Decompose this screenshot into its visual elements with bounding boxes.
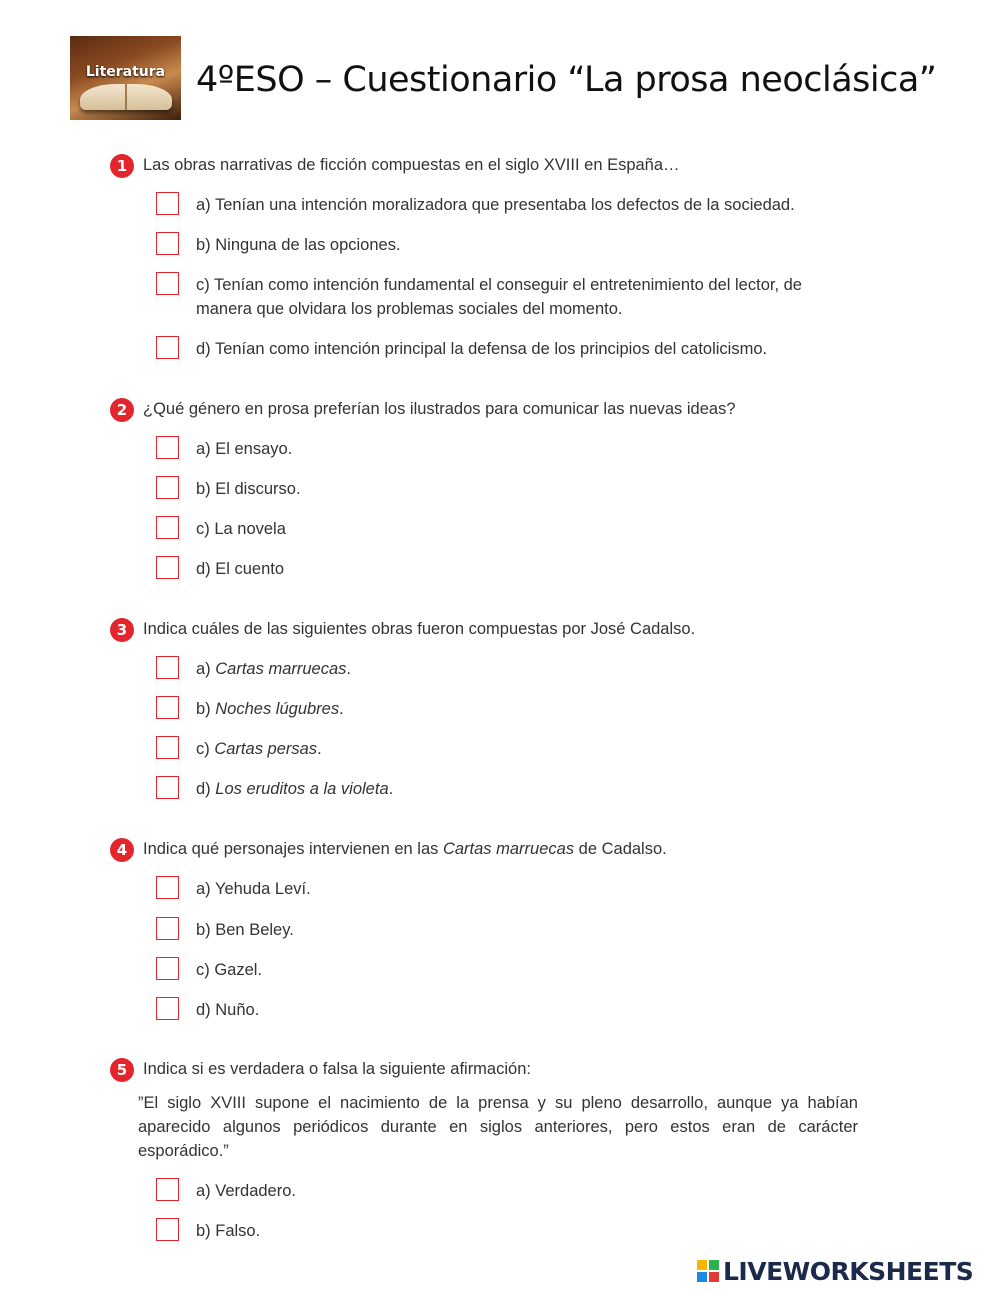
live-tiles-icon [697, 1260, 719, 1282]
question-text: ¿Qué género en prosa preferían los ilustrados para comunicar las nuevas ideas? [143, 400, 736, 418]
option-label: c) Gazel. [196, 961, 263, 979]
checkbox[interactable] [156, 1218, 179, 1241]
option-label: a) El ensayo. [196, 440, 293, 458]
checkbox[interactable] [156, 232, 179, 255]
option-label: b) Ben Beley. [196, 921, 294, 939]
checkbox[interactable] [156, 272, 179, 295]
work-title: Los eruditos a la violeta [215, 780, 389, 798]
work-title: Noches lúgubres [215, 700, 340, 718]
option-label: a) Verdadero. [196, 1182, 296, 1200]
tile-e [709, 1272, 719, 1282]
liveworksheets-logo[interactable] [697, 1256, 973, 1286]
book-spine [125, 84, 127, 110]
checkbox[interactable] [156, 556, 179, 579]
checkbox[interactable] [156, 917, 179, 940]
option-label: d) Nuño. [196, 1001, 260, 1019]
option-label: d) El cuento [196, 560, 285, 578]
option-label: d) Los eruditos a la violeta. [196, 780, 394, 798]
checkbox[interactable] [156, 876, 179, 899]
question-text: Las obras narrativas de ficción compuestas en el siglo XVIII en España… [143, 156, 680, 174]
work-title: Cartas marruecas [215, 660, 347, 678]
option-label: c) La novela [196, 520, 286, 538]
checkbox[interactable] [156, 192, 179, 215]
quoted-statement: ”El siglo XVIII supone el nacimiento de la prensa y su pleno desarrollo, aunque ya habían aparecido algunos periódicos durante en siglos anteriores, pero estos eran de carácter esporádico.” [138, 1094, 858, 1160]
question-text: Indica cuáles de las siguientes obras fueron compuestas por José Cadalso. [143, 620, 696, 638]
logo-text: Literatura [85, 64, 166, 80]
checkbox[interactable] [156, 436, 179, 459]
question-number-badge: 1 [110, 154, 134, 178]
tile-l [697, 1260, 707, 1270]
question-number-badge: 3 [110, 618, 134, 642]
literatura-logo [70, 36, 181, 120]
question-number-badge: 4 [110, 838, 134, 862]
checkbox[interactable] [156, 656, 179, 679]
option-label: b) Noches lúgubres. [196, 700, 344, 718]
option-label: b) Falso. [196, 1222, 261, 1240]
question-5 [110, 1058, 870, 1082]
brand-name: LIVEWORKSHEETS [723, 1256, 974, 1286]
option-label: c) Tenían como intención fundamental el conseguir el entretenimiento del lector, de manera que olvidara los problemas sociales del momento. [196, 276, 802, 318]
checkbox[interactable] [156, 1178, 179, 1201]
question-2 [110, 398, 870, 578]
option-label: a) Tenían una intención moralizadora que presentaba los defectos de la sociedad. [196, 196, 795, 214]
checkbox[interactable] [156, 516, 179, 539]
option-label: a) Yehuda Leví. [196, 880, 311, 898]
question-number-badge: 2 [110, 398, 134, 422]
question-number-badge: 5 [110, 1058, 134, 1082]
checkbox[interactable] [156, 336, 179, 359]
question-1 [110, 154, 870, 358]
tile-i [709, 1260, 719, 1270]
option-label: d) Tenían como intención principal la defensa de los principios del catolicismo. [196, 340, 768, 358]
question-text: Indica si es verdadera o falsa la siguiente afirmación: [143, 1060, 531, 1078]
question-3 [110, 618, 870, 798]
checkbox[interactable] [156, 696, 179, 719]
checkbox[interactable] [156, 476, 179, 499]
question-text: Indica qué personajes intervienen en las Cartas marruecas de Cadalso. [143, 840, 667, 858]
checkbox[interactable] [156, 736, 179, 759]
option-label: a) Cartas marruecas. [196, 660, 351, 678]
work-title: Cartas persas [214, 740, 318, 758]
checkbox[interactable] [156, 776, 179, 799]
option-label: c) Cartas persas. [196, 740, 322, 758]
page-title: 4ºESO – Cuestionario “La prosa neoclásica” [196, 60, 937, 100]
checkbox[interactable] [156, 997, 179, 1020]
tile-v [697, 1272, 707, 1282]
option-label: b) Ninguna de las opciones. [196, 236, 401, 254]
checkbox[interactable] [156, 957, 179, 980]
option-label: b) El discurso. [196, 480, 301, 498]
question-4 [110, 838, 870, 1019]
